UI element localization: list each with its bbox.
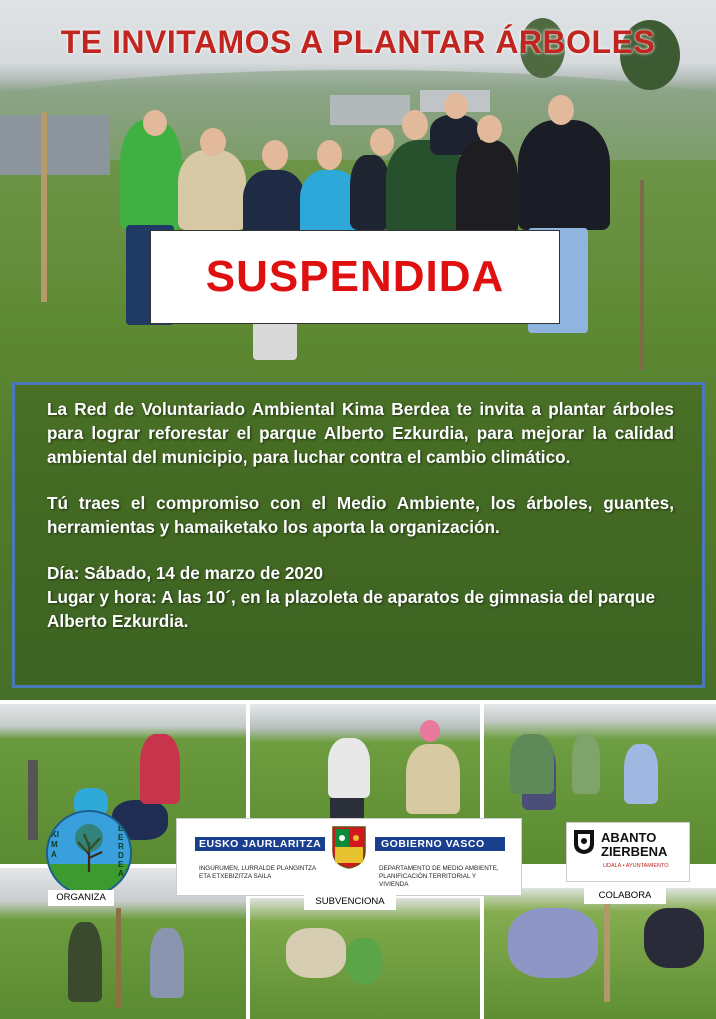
person-head [200, 128, 226, 156]
abanto-zierbena-logo [566, 822, 690, 882]
basque-shield-icon [331, 825, 367, 869]
kima-berdea-logo [46, 810, 132, 896]
date-place-paragraph [47, 561, 674, 633]
person-head [548, 95, 574, 125]
event-place-time: Lugar y hora: A las 10´, en la plazoleta de aparatos de gimnasia del parque Alberto Ezkurdia. [47, 587, 656, 631]
suspended-text: SUSPENDIDA [205, 252, 505, 301]
person [178, 150, 246, 230]
suspended-banner [150, 230, 560, 324]
tree-stake [640, 180, 644, 370]
background-building [330, 95, 410, 125]
ej-left-name: EUSKO JAURLARITZA [199, 838, 322, 850]
person-head [262, 140, 288, 170]
abanto-line3: UDALA • AYUNTAMIENTO [603, 863, 669, 869]
municipal-shield-icon [573, 829, 595, 855]
person [456, 140, 518, 235]
person-head [370, 128, 394, 156]
background-building [0, 115, 110, 175]
event-date: Día: Sábado, 14 de marzo de 2020 [47, 563, 324, 583]
organiza-label: ORGANIZA [48, 890, 114, 906]
subvenciona-label: SUBVENCIONA [304, 894, 396, 910]
invitation-paragraph: La Red de Voluntariado Ambiental Kima Berdea te invita a plantar árboles para lograr reforestar el parque Alberto Ezkurdia, para mejorar la calidad ambiental del municipio, para luchar contra el cambio climático. [47, 399, 674, 467]
person-legs [253, 320, 297, 360]
person [518, 120, 610, 230]
ej-right-dept: DEPARTAMENTO DE MEDIO AMBIENTE, PLANIFICACIÓN TERRITORIAL Y VIVIENDA [379, 865, 499, 888]
logo-word-right: BERDEA [118, 824, 124, 878]
person [350, 155, 390, 230]
tree-stake [41, 112, 47, 302]
planting-photo [250, 898, 480, 1019]
person-head [402, 110, 428, 140]
abanto-line2: ZIERBENA [601, 844, 668, 859]
logo-word-left: KIMA [51, 830, 59, 859]
colabora-label: COLABORA [584, 888, 666, 904]
page-title: TE INVITAMOS A PLANTAR ÁRBOLES [60, 24, 656, 60]
commitment-paragraph: Tú traes el compromiso con el Medio Ambiente, los árboles, guantes, herramientas y hamaiketako los aporta la organización. [47, 493, 674, 537]
basque-government-logo [176, 818, 522, 896]
person-head [143, 110, 167, 136]
ej-left-dept: INGURUMEN, LURRALDE PLANGINTZA ETA ETXEBIZITZA SAILA [199, 865, 316, 880]
person [120, 120, 182, 230]
person-head [317, 140, 342, 170]
ej-right-name: GOBIERNO VASCO [381, 838, 485, 850]
planting-photo [484, 888, 716, 1019]
person-head [477, 115, 502, 143]
event-info-box [12, 382, 705, 688]
abanto-line1: ABANTO [601, 830, 657, 845]
person-head [444, 93, 468, 119]
